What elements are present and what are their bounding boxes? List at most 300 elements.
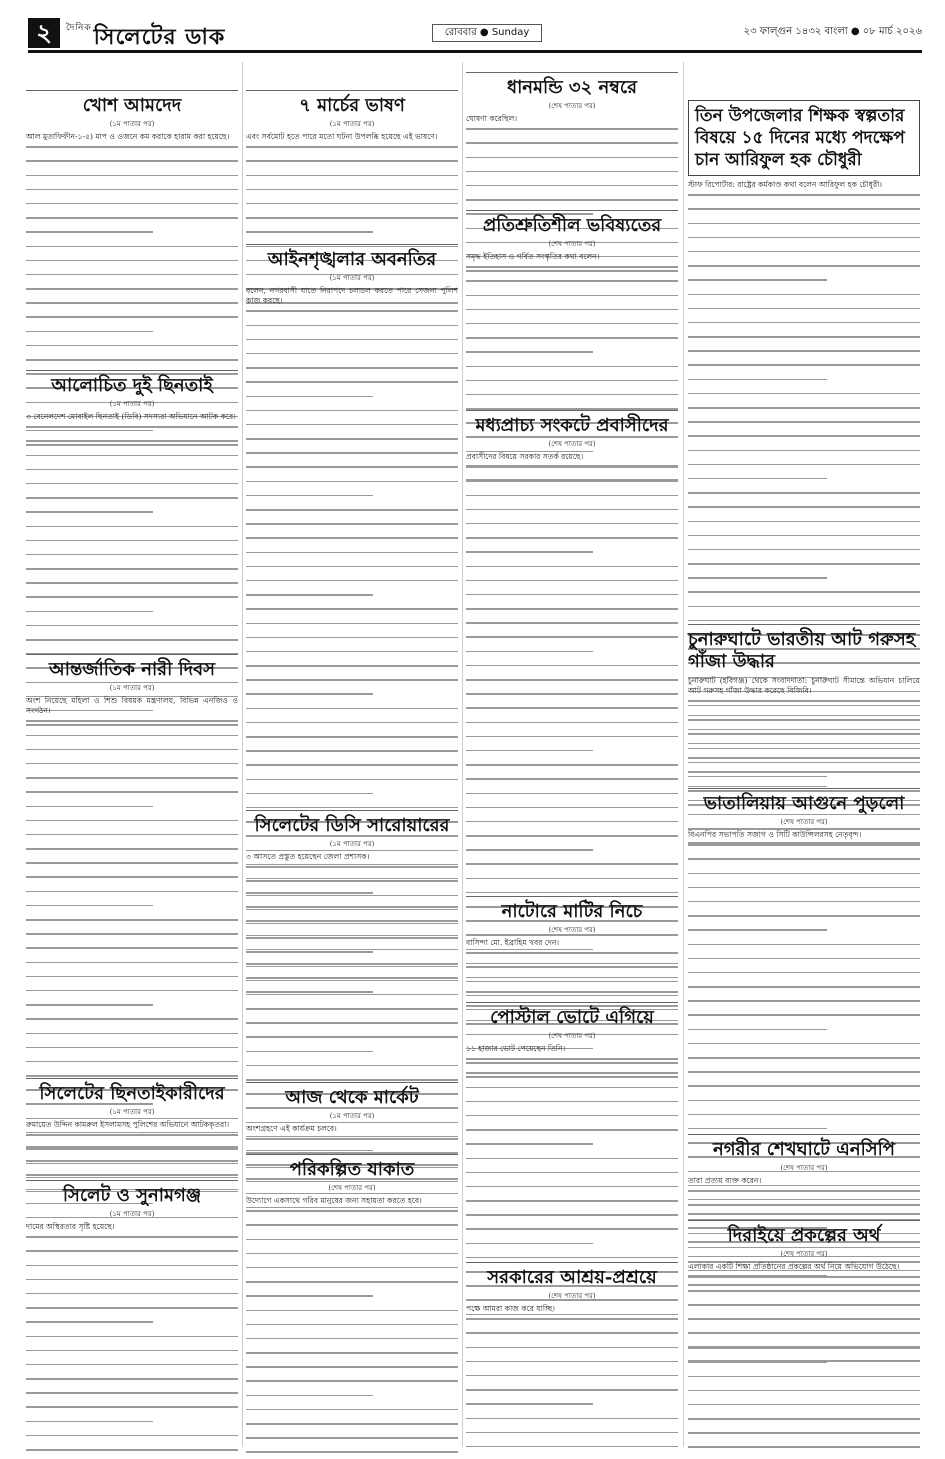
article-headline: সিলেটের ডিসি সারোয়ারের bbox=[246, 810, 458, 837]
text-line-placeholder bbox=[466, 1332, 678, 1342]
text-line-placeholder bbox=[688, 407, 920, 417]
text-line-placeholder bbox=[246, 146, 458, 156]
text-line-placeholder bbox=[26, 146, 238, 156]
text-line-placeholder bbox=[246, 1036, 458, 1046]
text-line-placeholder bbox=[466, 693, 678, 703]
text-line-placeholder bbox=[246, 1051, 373, 1061]
text-line-placeholder bbox=[26, 1061, 238, 1071]
text-line-placeholder bbox=[26, 1406, 238, 1416]
article-probashi bbox=[466, 410, 678, 900]
text-line-placeholder bbox=[688, 350, 920, 360]
text-line-placeholder bbox=[466, 128, 678, 138]
article-lead: বিএনপির সভাপতি সজাগ ও সিটি কাউন্সিলরসহ নেতৃবৃন্দ। bbox=[688, 830, 862, 839]
text-line-placeholder bbox=[26, 231, 153, 241]
text-line-placeholder bbox=[466, 1243, 593, 1253]
article-headline: তিন উপজেলার শিক্ষক স্বল্পতার বিষয়ে ১৫ দিনের মধ্যে পদক্ষেপ চান আরিফুল হক চৌধুরী bbox=[688, 100, 920, 176]
continued-note: (শেষ পাতার পর) bbox=[780, 818, 828, 826]
text-line-placeholder bbox=[246, 481, 458, 491]
article-lead: ৩ বেনেলদেশ মোবাইল ছিনতাই (ডিবি) সদস্যরা অভিযানে আটক করে। bbox=[26, 412, 236, 421]
text-line-placeholder bbox=[26, 455, 238, 465]
text-line-placeholder bbox=[26, 625, 238, 635]
text-line-placeholder bbox=[688, 743, 920, 753]
text-line-placeholder bbox=[688, 506, 920, 516]
text-line-placeholder bbox=[466, 466, 678, 476]
article-headline: পোস্টাল ভোটে এগিয়ে bbox=[466, 1002, 678, 1029]
text-line-placeholder bbox=[688, 279, 827, 289]
continued-note: (১ম পাতার পর) bbox=[109, 1210, 155, 1218]
text-line-placeholder bbox=[688, 1085, 920, 1095]
text-line-placeholder bbox=[26, 763, 238, 773]
text-line-placeholder bbox=[466, 952, 678, 962]
text-line-placeholder bbox=[466, 1129, 678, 1139]
text-line-placeholder bbox=[688, 591, 920, 601]
day-label: রোববার ● Sunday bbox=[432, 24, 542, 42]
text-line-placeholder bbox=[688, 1057, 920, 1067]
text-line-placeholder bbox=[246, 1267, 458, 1277]
text-line-placeholder bbox=[688, 1014, 920, 1024]
text-line-placeholder bbox=[246, 339, 458, 349]
article-lead: এবং সর্বমোট হতে পারে মতো ঘটনা উপলব্ধি হয়েছে এই ভাষণে। bbox=[246, 132, 438, 141]
text-line-placeholder bbox=[26, 260, 238, 270]
text-line-placeholder bbox=[26, 483, 238, 493]
article-lead: আল মুতাফিফীন-১-৫) মাপ ও ওজনে কম করাকে হারাম করা হয়েছে। bbox=[26, 132, 230, 141]
text-line-placeholder bbox=[246, 880, 458, 890]
text-line-placeholder bbox=[466, 966, 678, 976]
article-headline: সিলেট ও সুনামগঞ্জ bbox=[26, 1180, 238, 1207]
text-line-placeholder bbox=[26, 1018, 238, 1028]
article-headline: সরকারের আশ্রয়-প্রশ্রয়ে bbox=[466, 1262, 678, 1289]
text-line-placeholder bbox=[466, 1101, 678, 1111]
text-line-placeholder bbox=[26, 288, 238, 298]
text-line-placeholder bbox=[26, 1336, 238, 1346]
text-line-placeholder bbox=[688, 1114, 920, 1124]
text-line-placeholder bbox=[26, 302, 238, 312]
text-line-placeholder bbox=[26, 947, 238, 957]
article-headline: পরিকল্পিত যাকাত bbox=[246, 1154, 458, 1181]
text-line-placeholder bbox=[688, 901, 920, 911]
article-lead: এলাকার একটি শিক্ষা প্রতিষ্ঠানের প্রকল্পের অর্থ নিয়ে অভিযোগ উঠেছে। bbox=[688, 1262, 900, 1271]
text-line-placeholder bbox=[246, 1022, 458, 1032]
text-line-placeholder bbox=[466, 707, 678, 717]
text-line-placeholder bbox=[688, 1390, 920, 1400]
text-line-placeholder bbox=[688, 237, 920, 247]
text-line-placeholder bbox=[246, 1008, 458, 1018]
text-line-placeholder bbox=[246, 353, 458, 363]
text-line-placeholder bbox=[26, 316, 238, 326]
text-line-placeholder bbox=[246, 160, 458, 170]
text-line-placeholder bbox=[466, 266, 678, 276]
text-line-placeholder bbox=[246, 866, 458, 876]
logo-text: সিলেটের ডাক bbox=[93, 25, 226, 50]
text-line-placeholder bbox=[246, 665, 458, 675]
text-line-placeholder bbox=[26, 1163, 238, 1173]
article-zakat bbox=[246, 1154, 458, 1459]
text-line-placeholder bbox=[246, 895, 458, 905]
text-line-placeholder bbox=[246, 679, 458, 689]
text-line-placeholder bbox=[26, 820, 238, 830]
text-line-placeholder bbox=[688, 421, 920, 431]
text-line-placeholder bbox=[246, 708, 458, 718]
text-line-placeholder bbox=[466, 651, 593, 661]
text-line-placeholder bbox=[246, 1366, 458, 1376]
text-line-placeholder bbox=[26, 1321, 153, 1331]
text-line-placeholder bbox=[246, 552, 458, 562]
article-lead: ঘোষণা করেছিল। bbox=[466, 114, 518, 123]
text-line-placeholder bbox=[26, 806, 153, 816]
text-line-placeholder bbox=[466, 878, 678, 888]
article-headline: আজ থেকে মার্কেট bbox=[246, 1082, 458, 1109]
article-headline: মধ্যপ্রাচ্য সংকটে প্রবাসীদের bbox=[466, 410, 678, 437]
text-line-placeholder bbox=[26, 1364, 238, 1374]
text-line-placeholder bbox=[26, 345, 238, 355]
text-line-placeholder bbox=[466, 1186, 678, 1196]
text-line-placeholder bbox=[466, 793, 678, 803]
text-line-placeholder bbox=[688, 1432, 920, 1442]
text-line-placeholder bbox=[688, 563, 920, 573]
article-lead: ৩ আসতে প্রস্তুত হয়েছেন জেলা প্রশাসক। bbox=[246, 852, 370, 861]
masthead-rule bbox=[28, 50, 922, 53]
article-lead: রুমায়েত উদ্দিন কামরুল ইসলামসহ পুলিশের অভিযানে আটককৃতরা। bbox=[26, 1120, 230, 1129]
text-line-placeholder bbox=[466, 323, 678, 333]
text-line-placeholder bbox=[246, 537, 458, 547]
text-line-placeholder bbox=[246, 923, 458, 933]
text-line-placeholder bbox=[466, 807, 678, 817]
text-line-placeholder bbox=[688, 944, 920, 954]
text-line-placeholder bbox=[466, 1389, 678, 1399]
article-chhintai bbox=[26, 370, 238, 640]
text-line-placeholder bbox=[466, 1058, 678, 1068]
text-line-placeholder bbox=[466, 981, 678, 991]
text-line-placeholder bbox=[26, 1236, 238, 1246]
text-line-placeholder bbox=[246, 736, 458, 746]
continued-note: (শেষ পাতার পর) bbox=[548, 102, 596, 110]
article-headline: আইনশৃঙ্খলার অবনতির bbox=[246, 244, 458, 271]
article-sylhet-sunamganj bbox=[26, 1180, 238, 1459]
text-line-placeholder bbox=[26, 962, 238, 972]
text-line-placeholder bbox=[26, 976, 238, 986]
text-line-placeholder bbox=[688, 535, 920, 545]
text-line-placeholder bbox=[26, 639, 238, 649]
text-line-placeholder bbox=[466, 835, 678, 845]
dateline: ২৩ ফাল্গুন ১৪৩২ বাংলা ● ০৮ মার্চ ২০২৬ bbox=[743, 26, 922, 37]
text-line-placeholder bbox=[688, 294, 920, 304]
text-line-placeholder bbox=[688, 1446, 920, 1456]
text-line-placeholder bbox=[246, 764, 458, 774]
article-lead: বলেন, নগরবাসী যাতে নিরাপদে চলাচল করতে পারে সেজন্য পুলিশ কাজ করছে। bbox=[246, 286, 458, 306]
text-line-placeholder bbox=[466, 309, 678, 319]
text-line-placeholder bbox=[26, 1449, 238, 1459]
text-line-placeholder bbox=[688, 265, 920, 275]
article-headline: প্রতিশ্রুতিশীল ভবিষ্যতের bbox=[466, 210, 678, 237]
continued-note: (শেষ পাতার পর) bbox=[548, 440, 596, 448]
text-line-placeholder bbox=[466, 1214, 678, 1224]
text-line-placeholder bbox=[26, 919, 238, 929]
text-line-placeholder bbox=[466, 736, 678, 746]
text-line-placeholder bbox=[688, 972, 920, 982]
text-line-placeholder bbox=[26, 1307, 238, 1317]
text-line-placeholder bbox=[246, 231, 373, 241]
text-line-placeholder bbox=[246, 189, 458, 199]
text-line-placeholder bbox=[688, 844, 920, 854]
text-line-placeholder bbox=[466, 594, 678, 604]
article-market bbox=[246, 1082, 458, 1162]
text-line-placeholder bbox=[26, 1134, 238, 1144]
article-lead: প্রবাসীদের বিষয়ে সরকার সতর্ক রয়েছে। bbox=[466, 452, 584, 461]
text-line-placeholder bbox=[246, 966, 458, 976]
continued-note: (শেষ পাতার পর) bbox=[548, 240, 596, 248]
text-line-placeholder bbox=[26, 497, 238, 507]
text-line-placeholder bbox=[26, 331, 153, 341]
article-headline: আন্তর্জাতিক নারী দিবস bbox=[26, 654, 238, 681]
article-body-lines bbox=[688, 1276, 920, 1459]
text-line-placeholder bbox=[26, 160, 238, 170]
text-line-placeholder bbox=[688, 887, 920, 897]
text-line-placeholder bbox=[246, 1324, 458, 1334]
text-line-placeholder bbox=[246, 1437, 458, 1447]
text-line-placeholder bbox=[246, 203, 458, 213]
text-line-placeholder bbox=[688, 729, 920, 739]
text-line-placeholder bbox=[246, 909, 458, 919]
text-line-placeholder bbox=[688, 336, 920, 346]
text-line-placeholder bbox=[466, 351, 593, 361]
text-line-placeholder bbox=[688, 492, 920, 502]
text-line-placeholder bbox=[688, 1418, 920, 1428]
text-line-placeholder bbox=[26, 933, 238, 943]
text-line-placeholder bbox=[466, 394, 678, 404]
text-line-placeholder bbox=[688, 1190, 920, 1200]
text-line-placeholder bbox=[466, 608, 678, 618]
text-line-placeholder bbox=[688, 521, 920, 531]
text-line-placeholder bbox=[466, 480, 678, 490]
text-line-placeholder bbox=[246, 722, 458, 732]
text-line-placeholder bbox=[688, 1361, 827, 1371]
text-line-placeholder bbox=[466, 1228, 678, 1238]
text-line-placeholder bbox=[26, 1421, 153, 1431]
text-line-placeholder bbox=[688, 450, 920, 460]
article-lead: পক্ষে আমরা কাজ করে যাচ্ছি। bbox=[466, 1304, 555, 1313]
text-line-placeholder bbox=[466, 185, 678, 195]
column-divider bbox=[462, 62, 463, 1447]
text-line-placeholder bbox=[466, 679, 678, 689]
text-line-placeholder bbox=[688, 577, 827, 587]
text-line-placeholder bbox=[246, 175, 458, 185]
text-line-placeholder bbox=[26, 1435, 238, 1445]
text-line-placeholder bbox=[688, 929, 827, 939]
text-line-placeholder bbox=[466, 1432, 678, 1442]
article-lead: বাসিন্দা মো. ইব্রাহিম খবর দেন। bbox=[466, 938, 560, 947]
text-line-placeholder bbox=[688, 322, 920, 332]
text-line-placeholder bbox=[466, 280, 678, 290]
continued-note: (১ম পাতার পর) bbox=[329, 840, 375, 848]
continued-note: (শেষ পাতার পর) bbox=[548, 1032, 596, 1040]
text-line-placeholder bbox=[688, 208, 920, 218]
text-line-placeholder bbox=[246, 1423, 458, 1433]
text-line-placeholder bbox=[466, 1361, 678, 1371]
text-line-placeholder bbox=[688, 1404, 920, 1414]
text-line-placeholder bbox=[466, 722, 678, 732]
article-arifful-haque bbox=[688, 100, 920, 630]
text-line-placeholder bbox=[466, 366, 678, 376]
text-line-placeholder bbox=[246, 495, 373, 505]
article-headline: নগরীর শেখঘাটে এনসিপি bbox=[688, 1134, 920, 1161]
text-line-placeholder bbox=[26, 848, 238, 858]
text-line-placeholder bbox=[26, 862, 238, 872]
text-line-placeholder bbox=[246, 1224, 458, 1234]
continued-note: (শেষ পাতার পর) bbox=[548, 1292, 596, 1300]
text-line-placeholder bbox=[466, 1172, 678, 1182]
continued-note: (শেষ পাতার পর) bbox=[548, 926, 596, 934]
text-line-placeholder bbox=[688, 606, 920, 616]
text-line-placeholder bbox=[26, 735, 238, 745]
article-sarkarer-ashroy bbox=[466, 1262, 678, 1459]
article-dc-sarowar bbox=[246, 810, 458, 1080]
continued-note: (শেষ পাতার পর) bbox=[780, 1250, 828, 1258]
text-line-placeholder bbox=[246, 594, 373, 604]
text-line-placeholder bbox=[246, 951, 373, 961]
text-line-placeholder bbox=[688, 1100, 920, 1110]
text-line-placeholder bbox=[26, 511, 153, 521]
text-line-placeholder bbox=[26, 791, 238, 801]
text-line-placeholder bbox=[26, 1350, 238, 1360]
text-line-placeholder bbox=[246, 1338, 458, 1348]
text-line-placeholder bbox=[26, 1047, 238, 1057]
text-line-placeholder bbox=[466, 1158, 678, 1168]
continued-note: (১ম পাতার পর) bbox=[329, 274, 375, 282]
text-line-placeholder bbox=[26, 469, 238, 479]
text-line-placeholder bbox=[26, 891, 238, 901]
article-headline: ভাতালিয়ায় আগুনে পুড়লো bbox=[688, 788, 920, 815]
text-line-placeholder bbox=[246, 438, 458, 448]
text-line-placeholder bbox=[26, 175, 238, 185]
article-lead: তারা প্রত্যয় ব্যক্ত করেন। bbox=[688, 1176, 762, 1185]
continued-note: (১ম পাতার পর) bbox=[109, 684, 155, 692]
text-line-placeholder bbox=[688, 715, 920, 725]
text-line-placeholder bbox=[26, 905, 153, 915]
text-line-placeholder bbox=[246, 367, 458, 377]
continued-note: (১ম পাতার পর) bbox=[109, 1108, 155, 1116]
article-lead: উদ্যোগে একসাথে গরিব মানুষের জন্য সহায়তা করতে হবে। bbox=[246, 1196, 422, 1205]
text-line-placeholder bbox=[26, 1265, 238, 1275]
text-line-placeholder bbox=[246, 994, 458, 1004]
text-line-placeholder bbox=[466, 199, 678, 209]
text-line-placeholder bbox=[26, 1148, 238, 1158]
article-protisruti bbox=[466, 210, 678, 410]
article-lead: সমৃদ্ধ ইতিহাস ও গর্বিত সংস্কৃতির কথা বলেন। bbox=[466, 252, 600, 261]
column-divider bbox=[242, 62, 243, 1447]
text-line-placeholder bbox=[466, 1318, 678, 1328]
text-line-placeholder bbox=[688, 700, 920, 710]
text-line-placeholder bbox=[466, 337, 678, 347]
text-line-placeholder bbox=[26, 582, 238, 592]
text-line-placeholder bbox=[246, 937, 458, 947]
article-body-lines bbox=[466, 1318, 678, 1459]
text-line-placeholder bbox=[688, 1319, 920, 1329]
text-line-placeholder bbox=[246, 466, 458, 476]
article-body-lines bbox=[26, 1236, 238, 1459]
text-line-placeholder bbox=[466, 1403, 593, 1413]
article-headline: সিলেটের ছিনতাইকারীদের bbox=[26, 1078, 238, 1105]
text-line-placeholder bbox=[246, 750, 458, 760]
text-line-placeholder bbox=[466, 1375, 678, 1385]
article-lead: চুনারুঘাট (হবিগঞ্জ) থেকে সংবাদদাতা: চুনারুঘাট সীমান্তে অভিযান চালিয়ে আট গরুসহ গাঁজা উদ্ধার করেছে বিজিবি। bbox=[688, 676, 920, 696]
text-line-placeholder bbox=[246, 1138, 458, 1148]
text-line-placeholder bbox=[466, 1200, 678, 1210]
article-lead: অংশ নিয়েছে মহিলা ও শিশু বিষয়ক মন্ত্রণালয়, বিভিন্ন এনজিও ও সংগঠন। bbox=[26, 696, 238, 716]
text-line-placeholder bbox=[246, 623, 458, 633]
article-headline: খোশ আমদেদ bbox=[26, 90, 238, 117]
text-line-placeholder bbox=[688, 1347, 920, 1357]
article-dhanmondi bbox=[466, 72, 678, 222]
text-line-placeholder bbox=[26, 540, 238, 550]
text-line-placeholder bbox=[466, 295, 678, 305]
article-lead: দামের অস্থিরতার সৃষ্টি হয়েছে। bbox=[26, 1222, 115, 1231]
text-line-placeholder bbox=[688, 986, 920, 996]
continued-note: (১ম পাতার পর) bbox=[329, 120, 375, 128]
text-line-placeholder bbox=[466, 537, 678, 547]
text-line-placeholder bbox=[466, 523, 678, 533]
page-number: ২ bbox=[28, 18, 60, 48]
text-line-placeholder bbox=[26, 596, 238, 606]
text-line-placeholder bbox=[466, 380, 678, 390]
text-line-placeholder bbox=[688, 1376, 920, 1386]
article-natore bbox=[466, 896, 678, 1006]
text-line-placeholder bbox=[26, 1378, 238, 1388]
text-line-placeholder bbox=[246, 1210, 458, 1220]
text-line-placeholder bbox=[466, 171, 678, 181]
text-line-placeholder bbox=[466, 863, 678, 873]
text-line-placeholder bbox=[688, 478, 827, 488]
text-line-placeholder bbox=[246, 325, 458, 335]
text-line-placeholder bbox=[246, 523, 458, 533]
text-line-placeholder bbox=[688, 1043, 920, 1053]
text-line-placeholder bbox=[688, 549, 920, 559]
text-line-placeholder bbox=[466, 665, 678, 675]
text-line-placeholder bbox=[246, 509, 458, 519]
text-line-placeholder bbox=[246, 1253, 458, 1263]
text-line-placeholder bbox=[26, 217, 238, 227]
text-line-placeholder bbox=[246, 1310, 458, 1320]
article-headline: ৭ মার্চের ভাষণ bbox=[246, 90, 458, 117]
article-headline: দিরাইয়ে প্রকল্পের অর্থ bbox=[688, 1220, 920, 1247]
text-line-placeholder bbox=[466, 636, 678, 646]
text-line-placeholder bbox=[466, 1347, 678, 1357]
text-line-placeholder bbox=[688, 771, 920, 781]
text-line-placeholder bbox=[466, 764, 678, 774]
text-line-placeholder bbox=[688, 435, 920, 445]
text-line-placeholder bbox=[688, 958, 920, 968]
article-derai bbox=[688, 1220, 920, 1459]
text-line-placeholder bbox=[246, 566, 458, 576]
text-line-placeholder bbox=[246, 1239, 458, 1249]
text-line-placeholder bbox=[26, 1250, 238, 1260]
text-line-placeholder bbox=[26, 1279, 238, 1289]
text-line-placeholder bbox=[466, 1087, 678, 1097]
text-line-placeholder bbox=[466, 157, 678, 167]
article-headline: আলোচিত দুই ছিনতাই bbox=[26, 370, 238, 397]
text-line-placeholder bbox=[26, 777, 238, 787]
text-line-placeholder bbox=[688, 379, 827, 389]
text-line-placeholder bbox=[26, 554, 238, 564]
text-line-placeholder bbox=[26, 426, 238, 436]
text-line-placeholder bbox=[466, 849, 593, 859]
text-line-placeholder bbox=[466, 495, 678, 505]
text-line-placeholder bbox=[26, 1033, 238, 1043]
text-line-placeholder bbox=[688, 308, 920, 318]
text-line-placeholder bbox=[688, 1276, 920, 1286]
column-divider bbox=[683, 62, 684, 1447]
text-line-placeholder bbox=[26, 359, 238, 369]
article-sylhet-chhintaikari bbox=[26, 1078, 238, 1178]
